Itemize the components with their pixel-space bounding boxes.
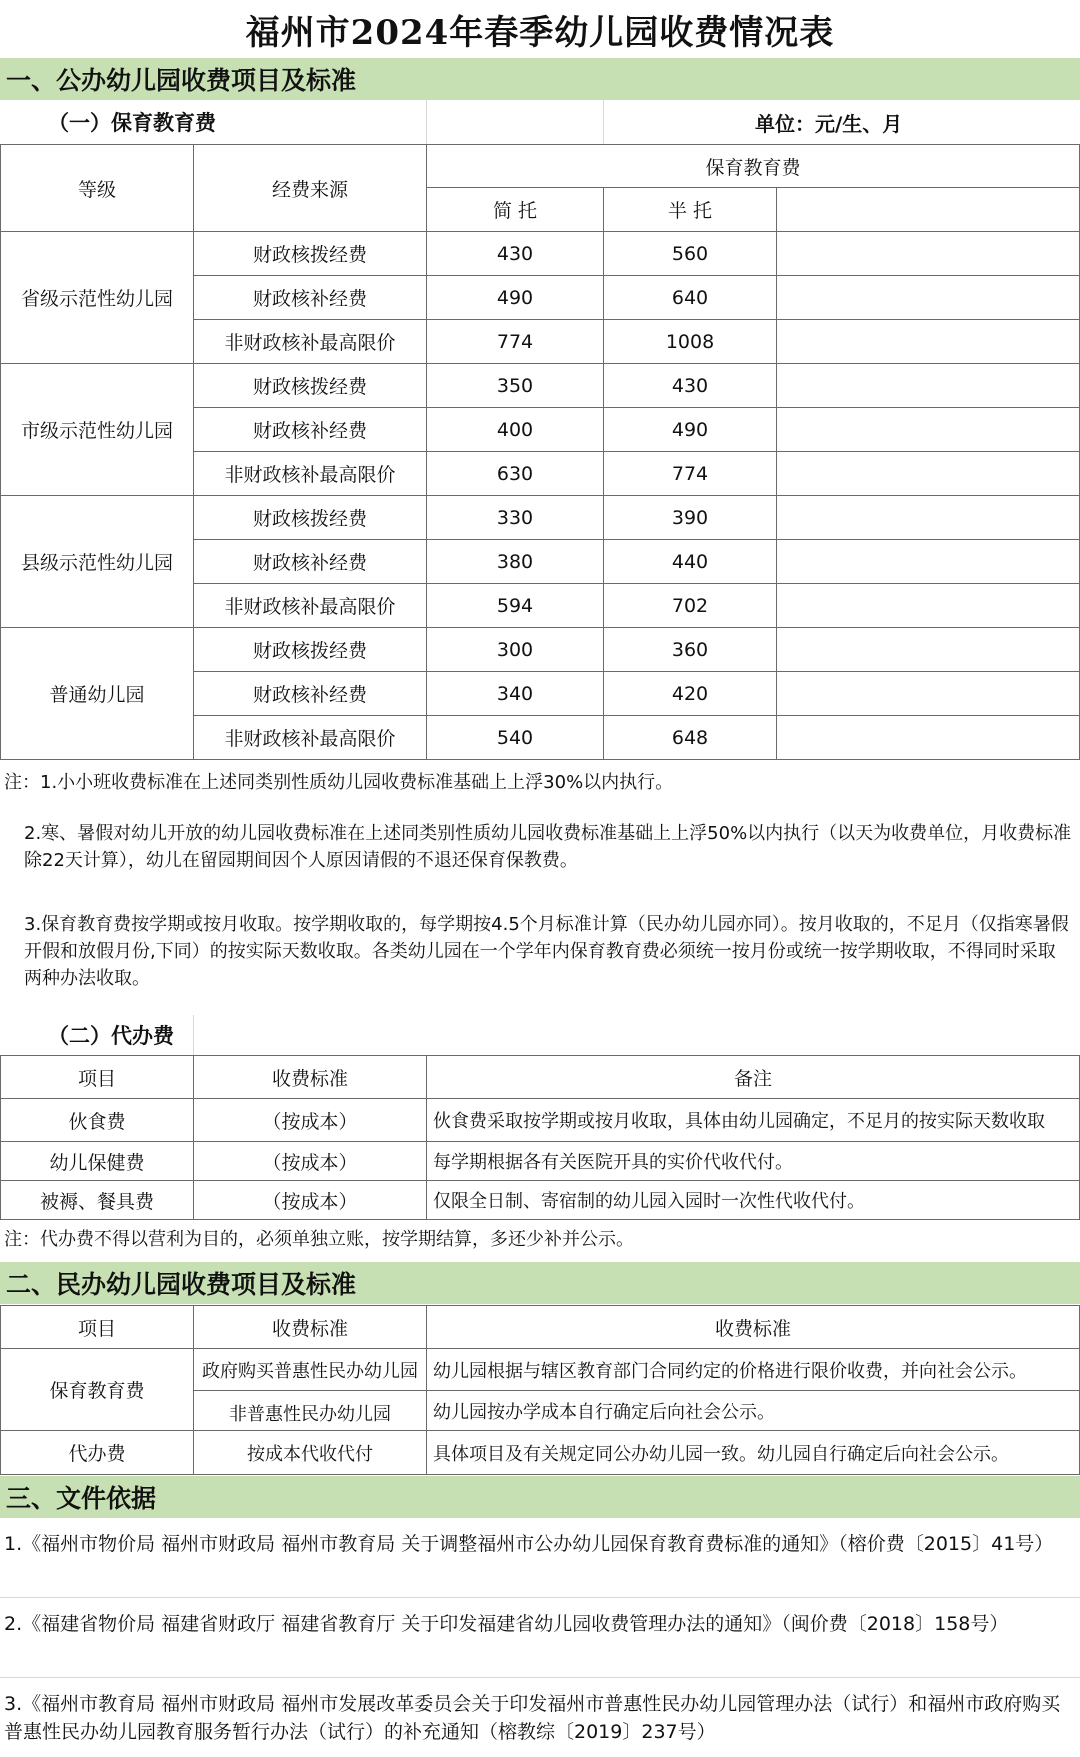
empty-cell <box>776 671 1080 716</box>
fee-value-a: 300 <box>426 627 604 672</box>
fee-value-b: 390 <box>603 495 777 540</box>
level-cell: 市级示范性幼儿园 <box>0 363 194 496</box>
agent-std: （按成本） <box>193 1098 427 1142</box>
private-type-2: 非普惠性民办幼儿园 <box>193 1390 427 1431</box>
agent-remark: 伙食费采取按学期或按月收取，具体由幼儿园确定，不足月的按实际天数收取 <box>426 1098 1080 1142</box>
level-cell: 普通幼儿园 <box>0 627 194 760</box>
fee-value-a: 540 <box>426 715 604 760</box>
fee-value-b: 1008 <box>603 319 777 364</box>
fee-value-b: 490 <box>603 407 777 452</box>
header-source: 经费来源 <box>193 144 427 232</box>
empty-cell <box>776 451 1080 496</box>
reference-2: 2.《福建省物价局 福建省财政厅 福建省教育厅 关于印发福建省幼儿园收费管理办法的通知》（闽价费〔2018〕158号） <box>4 1613 1009 1635</box>
private-header-std2: 收费标准 <box>426 1305 1080 1349</box>
source-cell: 非财政核补最高限价 <box>193 715 427 760</box>
fee-value-a: 330 <box>426 495 604 540</box>
agent-table-subtitle: （二）代办费 <box>48 1023 174 1048</box>
row-divider <box>0 1597 1080 1598</box>
source-cell: 财政核补经费 <box>193 407 427 452</box>
empty-cell <box>776 495 1080 540</box>
header-fee-group: 保育教育费 <box>426 144 1080 188</box>
agent-note: 注：代办费不得以营利为目的，必须单独立账，按学期结算，多还少补并公示。 <box>4 1228 634 1250</box>
private-agent-desc: 具体项目及有关规定同公办幼儿园一致。幼儿园自行确定后向社会公示。 <box>426 1430 1080 1475</box>
source-cell: 财政核补经费 <box>193 539 427 584</box>
source-cell: 非财政核补最高限价 <box>193 319 427 364</box>
fee-value-b: 640 <box>603 275 777 320</box>
fee-value-a: 380 <box>426 539 604 584</box>
fee-table-subtitle: （一）保育教育费 <box>48 110 216 135</box>
unit-label: 单位：元/生、月 <box>755 111 903 136</box>
fee-value-b: 440 <box>603 539 777 584</box>
agent-remark: 每学期根据各有关医院开具的实价代收代付。 <box>426 1141 1080 1181</box>
private-header-item: 项目 <box>0 1305 194 1349</box>
fee-value-b: 420 <box>603 671 777 716</box>
empty-cell <box>776 363 1080 408</box>
private-fee-item: 保育教育费 <box>0 1348 194 1431</box>
fee-value-a: 400 <box>426 407 604 452</box>
empty-cell <box>776 715 1080 760</box>
cell-divider <box>193 1015 194 1055</box>
agent-std: （按成本） <box>193 1180 427 1220</box>
fee-value-b: 360 <box>603 627 777 672</box>
private-agent-std: 按成本代收代付 <box>193 1430 427 1475</box>
section-references-header: 三、文件依据 <box>0 1476 1080 1518</box>
reference-3: 3.《福州市教育局 福州市财政局 福州市发展改革委员会关于印发福州市普惠性民办幼儿园管理办法（试行）和福州市政府购买普惠性民办幼儿园教育服务暂行办法（试行）的补充通知（榕教综〔2019〕237号） <box>4 1693 1061 1743</box>
fee-value-a: 594 <box>426 583 604 628</box>
level-cell: 省级示范性幼儿园 <box>0 231 194 364</box>
empty-cell <box>776 583 1080 628</box>
source-cell: 非财政核补最高限价 <box>193 583 427 628</box>
section-public-header: 一、公办幼儿园收费项目及标准 <box>0 58 1080 100</box>
fee-value-b: 430 <box>603 363 777 408</box>
source-cell: 财政核拨经费 <box>193 495 427 540</box>
empty-cell <box>776 627 1080 672</box>
header-col-b: 半 托 <box>603 187 777 232</box>
fee-value-a: 430 <box>426 231 604 276</box>
fee-value-b: 560 <box>603 231 777 276</box>
level-cell: 县级示范性幼儿园 <box>0 495 194 628</box>
source-cell: 财政核补经费 <box>193 275 427 320</box>
agent-item: 伙食费 <box>0 1098 194 1142</box>
agent-remark: 仅限全日制、寄宿制的幼儿园入园时一次性代收代付。 <box>426 1180 1080 1220</box>
note-1: 注：1.小小班收费标准在上述同类别性质幼儿园收费标准基础上上浮30%以内执行。 <box>4 771 674 793</box>
private-agent-item: 代办费 <box>0 1430 194 1475</box>
empty-cell <box>776 539 1080 584</box>
header-col-a: 简 托 <box>426 187 604 232</box>
cell-divider <box>603 100 604 144</box>
fee-value-a: 774 <box>426 319 604 364</box>
source-cell: 财政核拨经费 <box>193 627 427 672</box>
agent-item: 被褥、餐具费 <box>0 1180 194 1220</box>
fee-value-a: 350 <box>426 363 604 408</box>
source-cell: 财政核拨经费 <box>193 231 427 276</box>
note-2: 2.寒、暑假对幼儿开放的幼儿园收费标准在上述同类别性质幼儿园收费标准基础上上浮50%以内执行（以天为收费单位，月收费标准除22天计算），幼儿在留园期间因个人原因请假的不退还保育保教费。 <box>24 823 1072 871</box>
row-divider <box>0 1677 1080 1678</box>
agent-std: （按成本） <box>193 1141 427 1181</box>
agent-header-item: 项目 <box>0 1055 194 1099</box>
fee-value-b: 648 <box>603 715 777 760</box>
agent-header-std: 收费标准 <box>193 1055 427 1099</box>
agent-item: 幼儿保健费 <box>0 1141 194 1181</box>
empty-cell <box>776 407 1080 452</box>
fee-value-b: 774 <box>603 451 777 496</box>
private-desc-1: 幼儿园根据与辖区教育部门合同约定的价格进行限价收费，并向社会公示。 <box>426 1348 1080 1391</box>
empty-cell <box>776 275 1080 320</box>
private-header-std: 收费标准 <box>193 1305 427 1349</box>
fee-value-b: 702 <box>603 583 777 628</box>
fee-value-a: 340 <box>426 671 604 716</box>
fee-value-a: 490 <box>426 275 604 320</box>
fee-value-a: 630 <box>426 451 604 496</box>
page-title: 福州市2024年春季幼儿园收费情况表 <box>245 12 835 53</box>
source-cell: 财政核拨经费 <box>193 363 427 408</box>
source-cell: 非财政核补最高限价 <box>193 451 427 496</box>
header-col-empty <box>776 187 1080 232</box>
cell-divider <box>426 100 427 144</box>
empty-cell <box>776 231 1080 276</box>
note-3: 3.保育教育费按学期或按月收取。按学期收取的，每学期按4.5个月标准计算（民办幼儿园亦同）。按月收取的，不足月（仅指寒暑假开假和放假月份,下同）的按实际天数收取。各类幼儿园在一个学年内保育教育费必须统一按月份或统一按学期收取，不得同时采取两种办法收取。 <box>24 914 1069 989</box>
empty-cell <box>776 319 1080 364</box>
private-desc-2: 幼儿园按办学成本自行确定后向社会公示。 <box>426 1390 1080 1431</box>
source-cell: 财政核补经费 <box>193 671 427 716</box>
header-level: 等级 <box>0 144 194 232</box>
agent-header-remark: 备注 <box>426 1055 1080 1099</box>
section-private-header: 二、民办幼儿园收费项目及标准 <box>0 1262 1080 1304</box>
private-type-1: 政府购买普惠性民办幼儿园 <box>193 1348 427 1391</box>
reference-1: 1.《福州市物价局 福州市财政局 福州市教育局 关于调整福州市公办幼儿园保育教育费标准的通知》（榕价费〔2015〕41号） <box>4 1533 1054 1555</box>
